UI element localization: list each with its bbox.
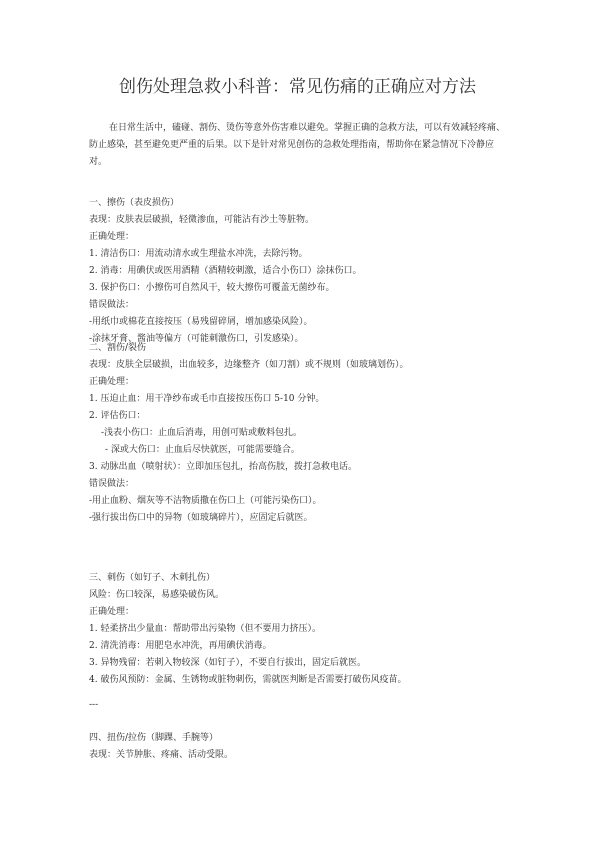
section-subline: - 深或大伤口：止血后尽快就医，可能需要缝合。 — [105, 445, 300, 455]
section-sprain — [89, 730, 519, 764]
section-line: -用止血粉、烟灰等不洁物质撒在伤口上（可能污染伤口）。 — [89, 496, 322, 506]
section-line: 风险：伤口较深，易感染破伤风。 — [89, 590, 225, 600]
section-line: 错误做法： — [89, 479, 135, 489]
section-line: 3. 异物残留：若刺入物较深（如钉子），不要自行拔出，固定后就医。 — [89, 658, 366, 668]
section-separator — [89, 697, 519, 714]
section-line: 错误做法： — [89, 300, 135, 310]
section-line: -强行拔出伤口中的异物（如玻璃碎片），应固定后就医。 — [89, 513, 313, 523]
section-line: 2. 评估伤口： — [89, 411, 146, 421]
section-line: 表现：皮肤全层破损，出血较多，边缘整齐（如刀割）或不规则（如玻璃划伤）。 — [89, 360, 409, 370]
section-line: 1. 压迫止血：用干净纱布或毛巾直接按压伤口 5-10 分钟。 — [89, 394, 325, 404]
page-title: 创伤处理急救小科普：常见伤痛的正确应对方法 — [119, 77, 476, 97]
section-laceration — [89, 340, 519, 527]
section-line: -涂抹牙膏、酱油等偏方（可能刺激伤口，引发感染）。 — [89, 334, 304, 344]
section-heading: 一、擦伤（表皮损伤） — [89, 198, 180, 208]
section-heading: 三、刺伤（如钉子、木刺扎伤） — [89, 573, 216, 583]
section-abrasion — [89, 195, 519, 348]
section-line: 表现：皮肤表层破损，轻微渗血，可能沾有沙土等脏物。 — [89, 215, 315, 225]
intro-paragraph: 在日常生活中，磕碰、割伤、烫伤等意外伤害难以避免。掌握正确的急救方法，可以有效减轻疼痛、防止感染，甚至避免更严重的后果。以下是针对常见创伤的急救处理指南，帮助你在紧急情况下冷静应对。 — [89, 123, 506, 167]
section-line: 1. 轻柔挤出少量血：帮助带出污染物（但不要用力挤压）。 — [89, 624, 321, 634]
section-line: 1. 清洁伤口：用流动清水或生理盐水冲洗，去除污物。 — [89, 249, 308, 259]
section-subline: -浅表小伤口：止血后消毒，用创可贴或敷料包扎。 — [101, 428, 303, 438]
section-line: 正确处理： — [89, 232, 135, 242]
section-heading: 四、扭伤/拉伤（脚踝、手腕等） — [89, 733, 219, 743]
section-puncture — [89, 570, 519, 689]
section-line: 3. 动脉出血（喷射状）：立即加压包扎，抬高伤肢，拨打急救电话。 — [89, 462, 357, 472]
section-line: 2. 清洗消毒：用肥皂水冲洗，再用碘伏消毒。 — [89, 641, 272, 651]
section-line: -用纸巾或棉花直接按压（易残留碎屑，增加感染风险）。 — [89, 317, 313, 327]
section-line: 表现：关节肿胀、疼痛、活动受限。 — [89, 750, 234, 760]
section-line: 4. 破伤风预防：金属、生锈物或脏物刺伤，需就医判断是否需要打破伤风疫苗。 — [89, 675, 407, 685]
section-line: 正确处理： — [89, 377, 135, 387]
separator-text: --- — [89, 700, 99, 710]
section-line: 2. 消毒：用碘伏或医用酒精（酒精较刺激，适合小伤口）涂抹伤口。 — [89, 266, 362, 276]
section-heading: 二、割伤/裂伤 — [89, 343, 147, 353]
section-line: 正确处理： — [89, 607, 135, 617]
section-line: 3. 保护伤口：小擦伤可自然风干，较大擦伤可覆盖无菌纱布。 — [89, 283, 335, 293]
